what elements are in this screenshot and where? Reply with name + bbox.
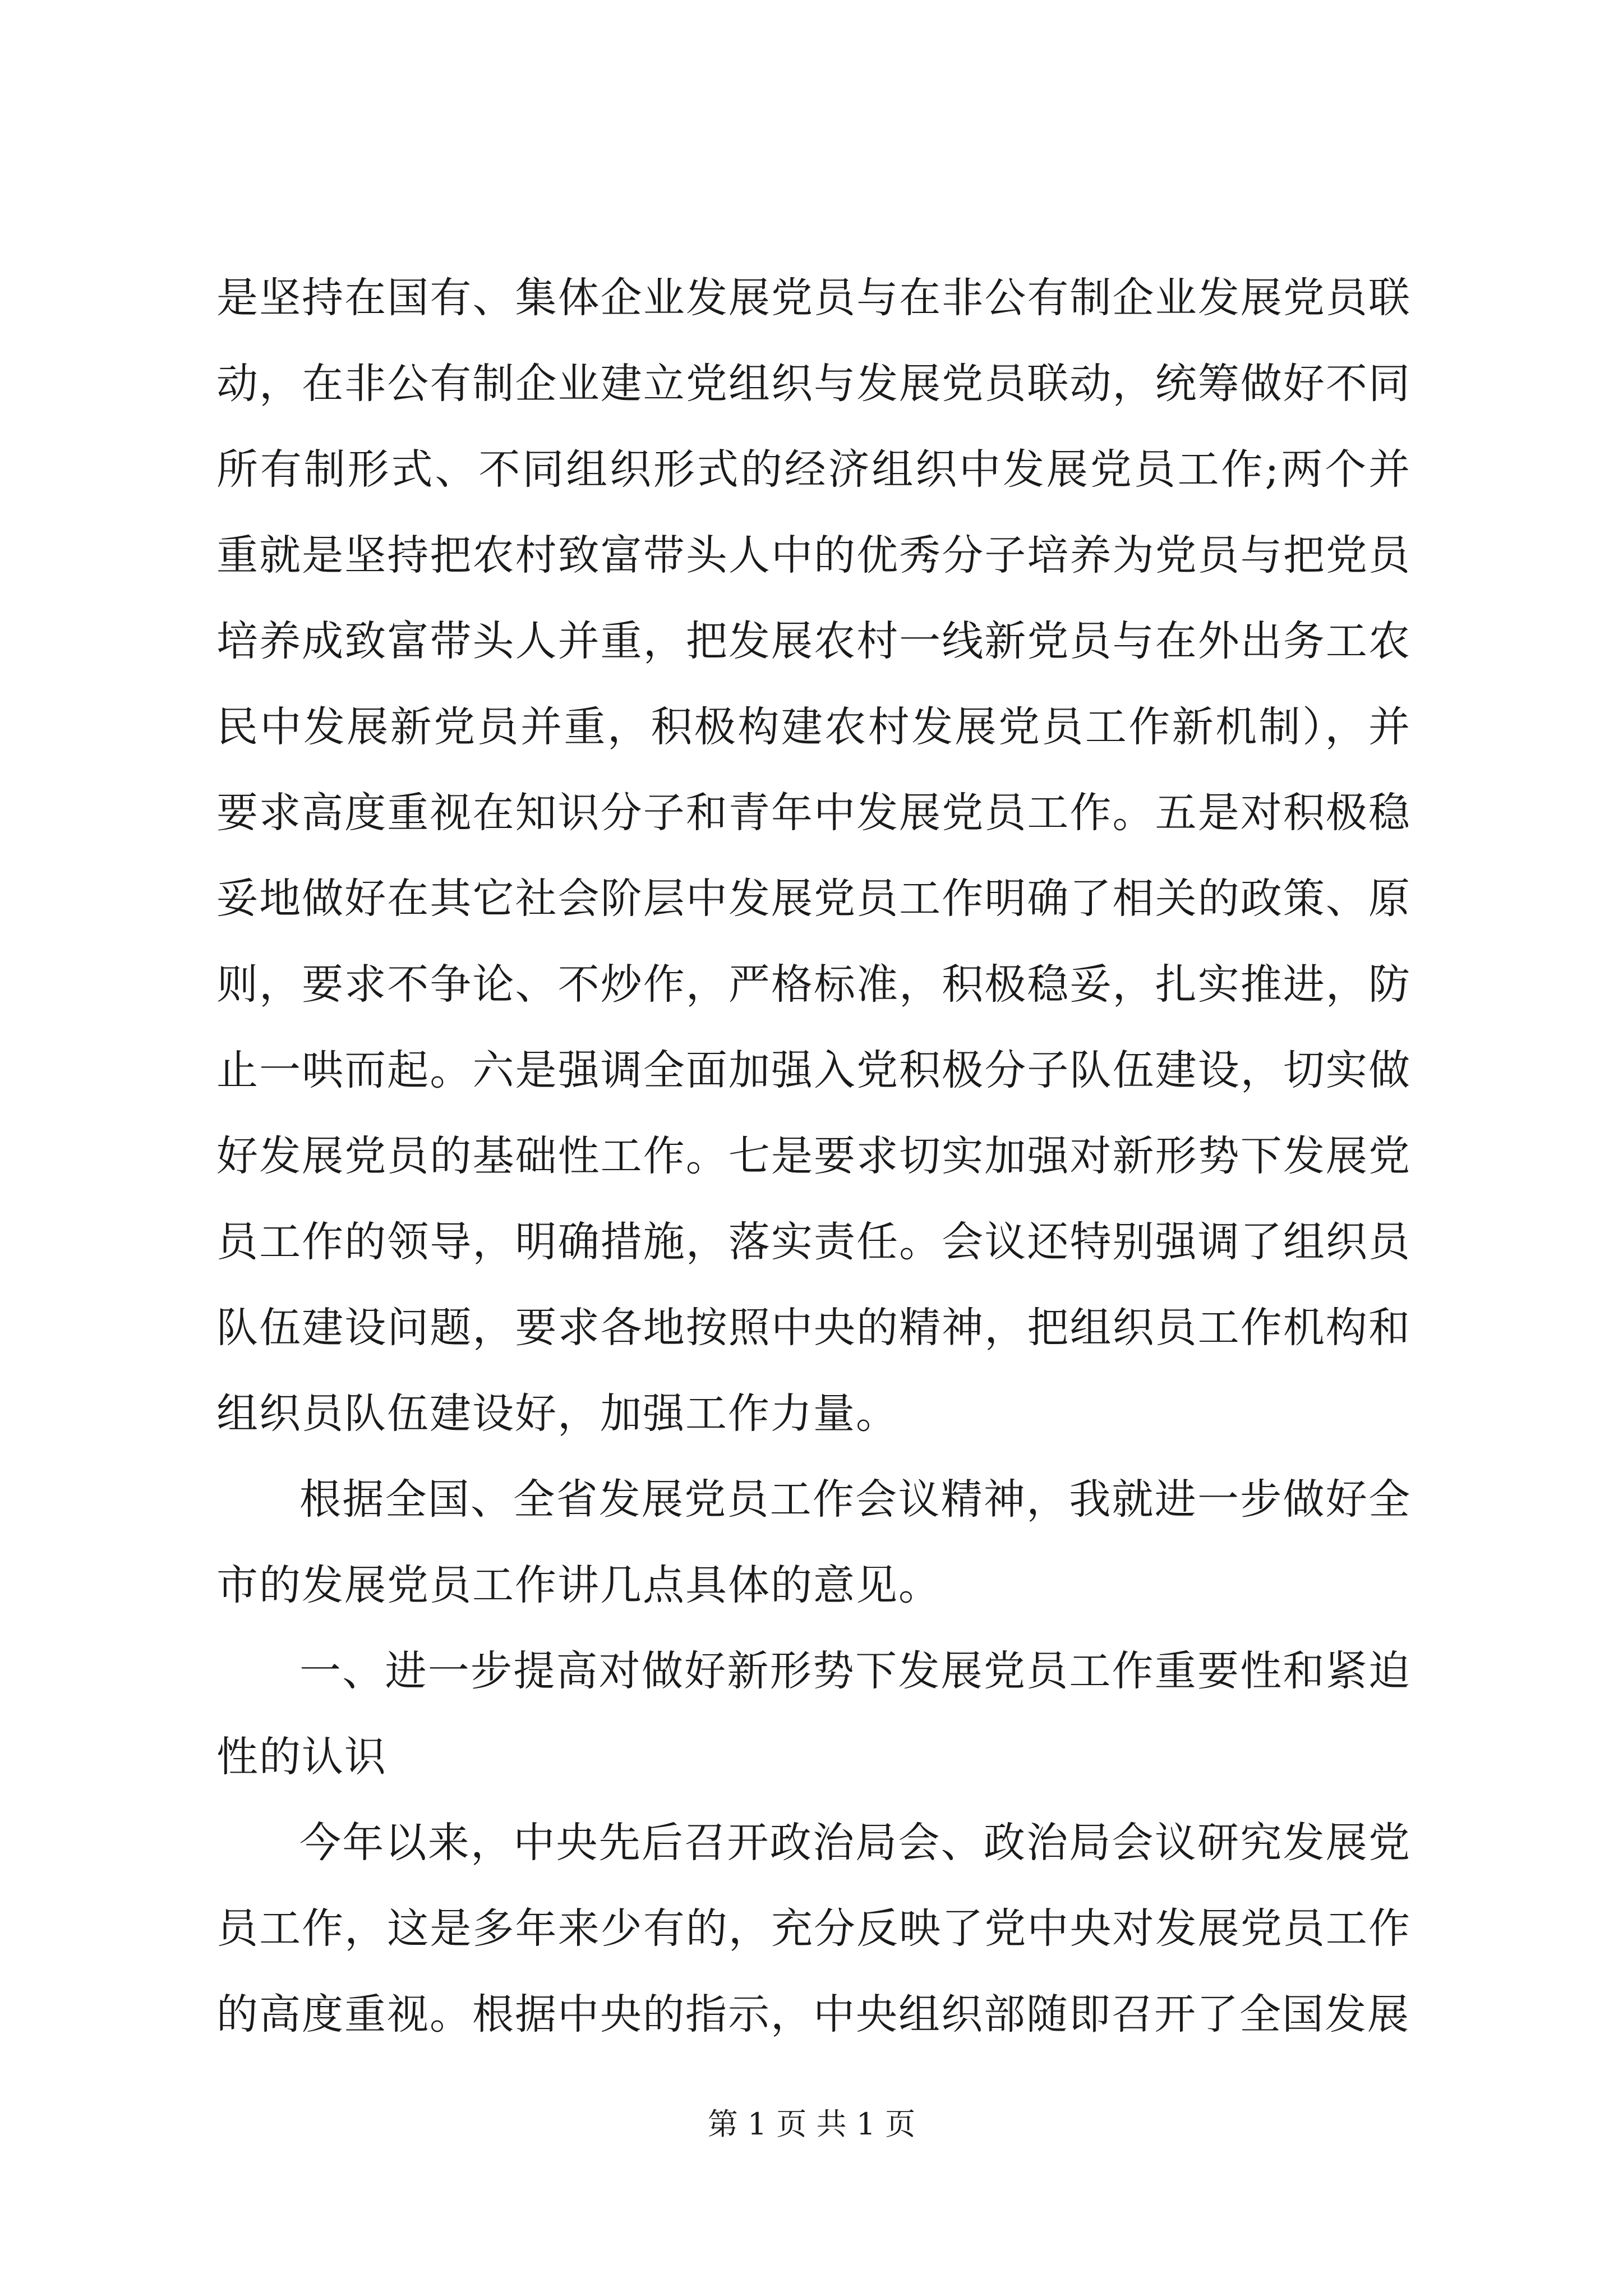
document-body [216,255,1411,2058]
page-footer: 第 1 页 共 1 页 [707,2106,916,2142]
section-heading-1: 一、进一步提高对做好新形势下发展党员工作重要性和紧迫性的认识 [216,1647,1411,1781]
paragraph-1: 是坚持在国有、集体企业发展党员与在非公有制企业发展党员联动，在非公有制企业建立党组织与发展党员联动，统筹做好不同所有制形式、不同组织形式的经济组织中发展党员工作;两个并重就是坚持把农村致富带头人中的优秀分子培养为党员与把党员培养成致富带头人并重，把发展农村一线新党员与在外出务工农民中发展新党员并重，积极构建农村发展党员工作新机制），并要求高度重视在知识分子和青年中发展党员工作。五是对积极稳妥地做好在其它社会阶层中发展党员工作明确了相关的政策、原则，要求不争论、不炒作，严格标准，积极稳妥，扎实推进，防止一哄而起。六是强调全面加强入党积极分子队伍建设，切实做好发展党员的基础性工作。七是要求切实加强对新形势下发展党员工作的领导，明确措施，落实责任。会议还特别强调了组织员队伍建设问题，要求各地按照中央的精神，把组织员工作机构和组织员队伍建设好，加强工作力量。 [216,274,1411,1438]
paragraph-2: 根据全国、全省发展党员工作会议精神，我就进一步做好全市的发展党员工作讲几点具体的意见。 [216,1475,1411,1609]
paragraph-3: 今年以来，中央先后召开政治局会、政治局会议研究发展党员工作，这是多年来少有的，充分反映了党中央对发展党员工作的高度重视。根据中央的指示，中央组织部随即召开了全国发展 [216,1819,1411,2039]
